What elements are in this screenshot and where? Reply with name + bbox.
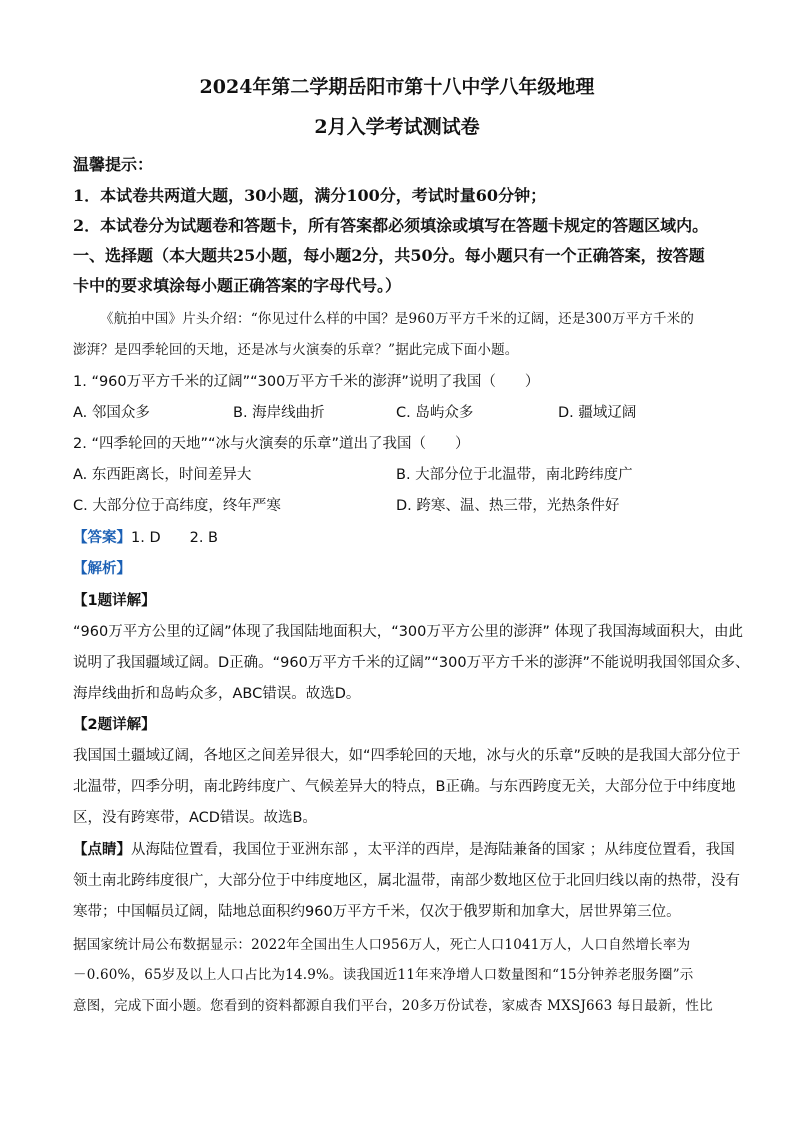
question-2-option-a: A. 东西距离长，时间差异大 — [73, 467, 252, 483]
q1-detail-line-1: “960万平方公里的辽阔”体现了我国陆地面积大，“300万平方公里的澎湃” 体现了我国海域面积大，由此 — [73, 624, 744, 640]
q2-detail-line-2: 北温带，四季分明，南北跨纬度广、气候差异大的特点，B正确。与东西跨度无关，大部分位于中纬度地 — [73, 779, 736, 795]
q1-detail-tag: 【1题详解】 — [73, 593, 156, 609]
q1-detail-line-2: 说明了我国疆域辽阔。D正确。“960万平方千米的辽阔”“300万平方千米的澎湃”不能说明我国邻国众多、 — [73, 655, 750, 671]
question-1-option-d: D. 疆域辽阔 — [558, 405, 637, 421]
question-2-option-c: C. 大部分位于高纬度，终年严寒 — [73, 498, 281, 514]
section-heading-line-2: 卡中的要求填涂每小题正确答案的字母代号。） — [73, 276, 402, 295]
passage-2-line-3: 意图，完成下面小题。您看到的资料都源自我们平台，20多万份试卷，家威杏 MXSJ663 每日最新，性比 — [73, 998, 713, 1014]
analysis-tag: 【解析】 — [73, 561, 131, 577]
q2-detail-tag: 【2题详解】 — [73, 717, 156, 733]
analysis-row — [73, 557, 721, 578]
point-line-3: 寒带；中国幅员辽阔，陆地总面积约960万平方千米，仅次于俄罗斯和加拿大，居世界第三位。 — [73, 904, 681, 920]
question-2-stem: 2. “四季轮回的天地”“冰与火演奏的乐章”道出了我国（ ） — [73, 436, 470, 452]
tips-item-1: 1．本试卷共两道大题，30小题，满分100分，考试时量60分钟； — [73, 186, 547, 205]
question-1-option-a: A. 邻国众多 — [73, 405, 150, 421]
answer-tag: 【答案】 — [73, 530, 131, 546]
question-1-option-b: B. 海岸线曲折 — [233, 405, 325, 421]
page-subtitle: 2月入学考试测试卷 — [314, 116, 480, 138]
question-2-option-b: B. 大部分位于北温带，南北跨纬度广 — [396, 467, 633, 483]
q1-detail-line-3: 海岸线曲折和岛屿众多，ABC错误。故选D。 — [73, 686, 361, 702]
point-row-1 — [73, 838, 735, 859]
tips-heading: 温馨提示： — [73, 155, 154, 174]
q2-detail-line-1: 我国国土疆域辽阔，各地区之间差异很大，如“四季轮回的天地，冰与火的乐章”反映的是我国大部分位于 — [73, 748, 741, 764]
point-tag: 【点睛】 — [73, 842, 131, 858]
section-heading-line-1: 一、选择题（本大题共25小题，每小题2分，共50分。每小题只有一个正确答案，按答题 — [73, 246, 705, 265]
page-title: 2024年第二学期岳阳市第十八中学八年级地理 — [199, 76, 595, 98]
passage-1-line-2: 澎湃？是四季轮回的天地，还是冰与火演奏的乐章？”据此完成下面小题。 — [73, 342, 519, 358]
point-line-1: 从海陆位置看，我国位于亚洲东部 ，太平洋的西岸，是海陆兼备的国家 ；从纬度位置看，我国 — [131, 842, 735, 858]
passage-2-line-2: －0.60%，65岁及以上人口占比为14.9%。读我国近11年来净增人口数量图和“15分钟养老服务圈”示 — [73, 967, 694, 983]
answer-text: 1. D 2. B — [131, 530, 218, 546]
point-line-2: 领土南北跨纬度很广，大部分位于中纬度地区，属北温带，南部少数地区位于北回归线以南的热带，没有 — [73, 873, 740, 889]
passage-2-line-1: 据国家统计局公布数据显示：2022年全国出生人口956万人，死亡人口1041万人，人口自然增长率为 — [73, 937, 691, 953]
answer-row — [73, 526, 721, 547]
question-2-option-d: D. 跨寒、温、热三带，光热条件好 — [396, 498, 620, 514]
question-1-option-c: C. 岛屿众多 — [396, 405, 474, 421]
passage-1-line-1: 《航拍中国》片头介绍：“你见过什么样的中国？是960万平方千米的辽阔，还是300万平方千米的 — [100, 311, 695, 327]
question-1-stem: 1. “960万平方千米的辽阔”“300万平方千米的澎湃”说明了我国（ ） — [73, 374, 540, 390]
tips-item-2: 2．本试卷分为试题卷和答题卡，所有答案都必须填涂或填写在答题卡规定的答题区域内。 — [73, 216, 709, 235]
q2-detail-line-3: 区，没有跨寒带，ACD错误。故选B。 — [73, 810, 317, 826]
